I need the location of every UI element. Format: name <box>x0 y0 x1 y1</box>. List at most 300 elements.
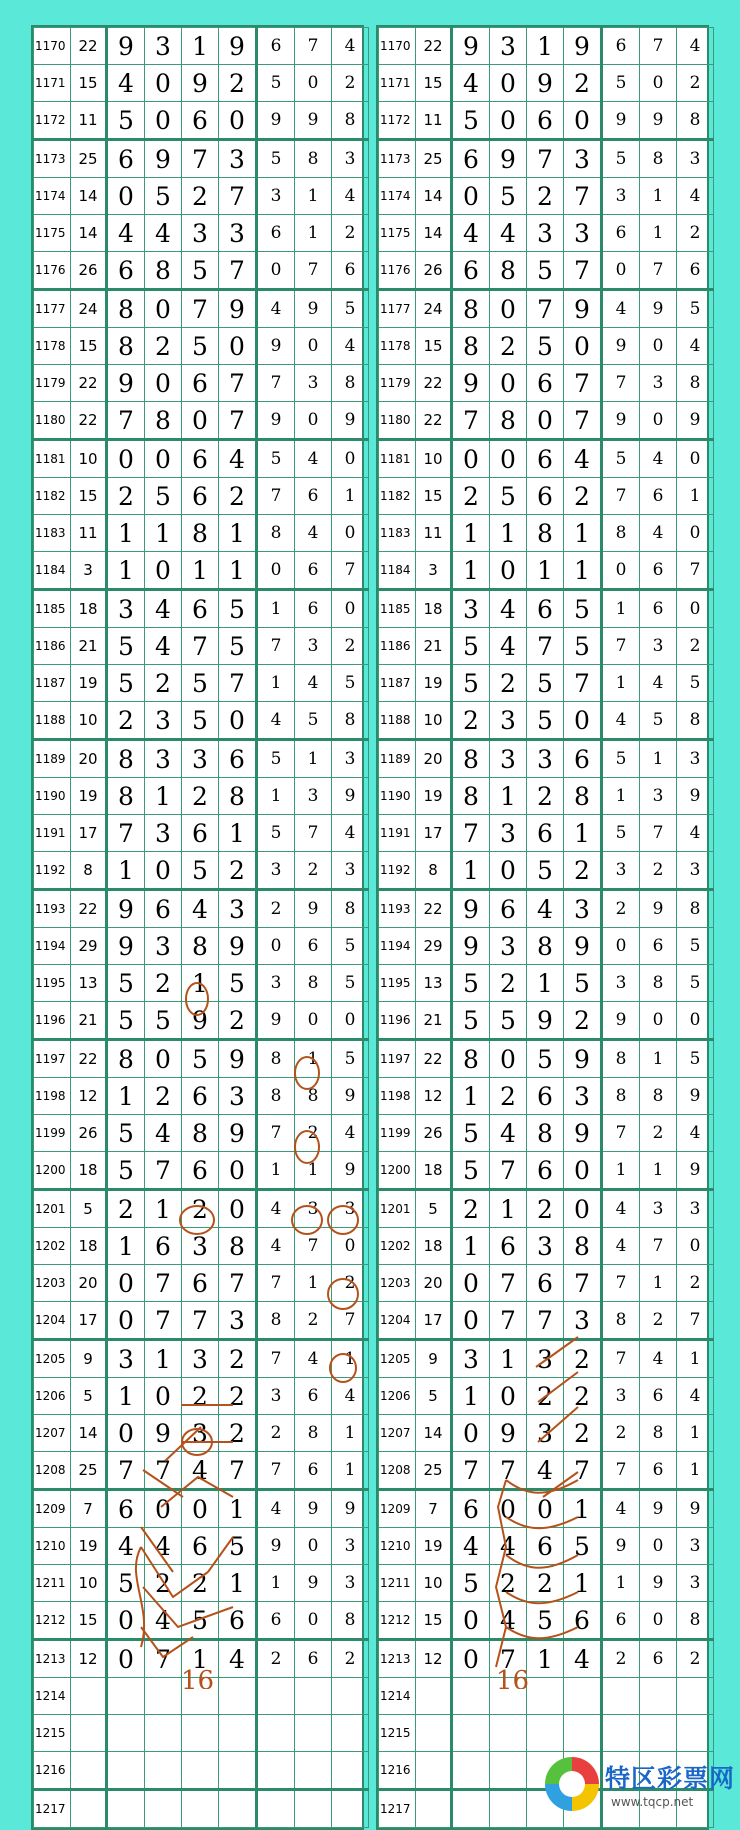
extra-digit: 7 <box>257 1340 295 1378</box>
extra-digit: 4 <box>602 1190 640 1228</box>
extra-digit: 9 <box>677 1152 714 1190</box>
sum-value: 26 <box>71 1115 107 1152</box>
sum-value: 11 <box>71 102 107 140</box>
period-number: 1216 <box>379 1752 416 1790</box>
main-digit: 5 <box>564 628 602 665</box>
extra-digit: 9 <box>602 402 640 440</box>
draw-row <box>34 1265 369 1302</box>
extra-digit: 8 <box>295 965 332 1002</box>
period-number: 1182 <box>34 478 71 515</box>
main-digit: 5 <box>182 252 219 290</box>
extra-digit: 1 <box>257 665 295 702</box>
period-number: 1210 <box>34 1528 71 1565</box>
sum-value: 22 <box>71 402 107 440</box>
main-digit: 5 <box>527 252 564 290</box>
period-number: 1176 <box>379 252 416 290</box>
draw-row <box>379 252 714 290</box>
extra-digit: 0 <box>332 1002 369 1040</box>
main-digit <box>182 1790 219 1828</box>
main-digit: 1 <box>145 1340 182 1378</box>
extra-digit: 6 <box>640 478 677 515</box>
main-digit: 5 <box>219 965 257 1002</box>
sum-value: 5 <box>71 1190 107 1228</box>
period-number: 1212 <box>34 1602 71 1640</box>
sum-value: 19 <box>71 778 107 815</box>
main-digit: 5 <box>527 1040 564 1078</box>
period-number: 1186 <box>34 628 71 665</box>
period-number: 1209 <box>34 1490 71 1528</box>
extra-digit: 3 <box>677 740 714 778</box>
extra-digit: 8 <box>677 1602 714 1640</box>
period-number: 1197 <box>34 1040 71 1078</box>
main-digit: 1 <box>219 1565 257 1602</box>
main-digit: 0 <box>490 1490 527 1528</box>
main-digit: 1 <box>564 1565 602 1602</box>
sum-value: 14 <box>71 1415 107 1452</box>
main-digit: 2 <box>219 852 257 890</box>
sum-value: 5 <box>416 1190 452 1228</box>
main-digit: 3 <box>527 1415 564 1452</box>
draw-row <box>379 815 714 852</box>
extra-digit: 8 <box>332 102 369 140</box>
sum-value: 19 <box>416 778 452 815</box>
main-digit: 1 <box>564 515 602 552</box>
main-digit: 0 <box>219 1190 257 1228</box>
main-digit: 0 <box>490 365 527 402</box>
main-digit <box>107 1715 145 1752</box>
period-number: 1213 <box>379 1640 416 1678</box>
main-digit: 4 <box>145 215 182 252</box>
extra-digit: 3 <box>295 1190 332 1228</box>
draw-row <box>34 1415 369 1452</box>
period-number: 1211 <box>34 1565 71 1602</box>
sum-value <box>416 1678 452 1715</box>
main-digit: 6 <box>527 1265 564 1302</box>
draw-row <box>34 178 369 215</box>
main-digit: 1 <box>182 28 219 65</box>
extra-digit: 4 <box>295 440 332 478</box>
extra-digit: 1 <box>257 1565 295 1602</box>
sum-value <box>71 1678 107 1715</box>
main-digit: 6 <box>490 1228 527 1265</box>
main-digit: 3 <box>564 1078 602 1115</box>
extra-digit: 5 <box>602 140 640 178</box>
period-number: 1187 <box>379 665 416 702</box>
period-number: 1175 <box>34 215 71 252</box>
sum-value: 19 <box>71 665 107 702</box>
main-digit: 6 <box>527 1078 564 1115</box>
main-digit: 7 <box>452 815 490 852</box>
main-digit: 1 <box>564 1490 602 1528</box>
extra-digit: 9 <box>677 402 714 440</box>
main-digit: 0 <box>527 1490 564 1528</box>
main-digit: 9 <box>564 1040 602 1078</box>
main-digit: 8 <box>107 290 145 328</box>
extra-digit: 0 <box>602 252 640 290</box>
extra-digit: 7 <box>257 1115 295 1152</box>
main-digit: 1 <box>527 965 564 1002</box>
main-digit <box>564 1678 602 1715</box>
main-digit: 2 <box>527 1190 564 1228</box>
sum-value: 5 <box>71 1378 107 1415</box>
main-digit: 4 <box>490 1115 527 1152</box>
extra-digit: 6 <box>332 252 369 290</box>
extra-digit: 3 <box>677 1190 714 1228</box>
main-digit: 5 <box>452 628 490 665</box>
main-digit: 6 <box>452 140 490 178</box>
draw-row <box>379 1228 714 1265</box>
extra-digit: 4 <box>602 290 640 328</box>
extra-digit <box>257 1678 295 1715</box>
period-number: 1190 <box>34 778 71 815</box>
main-digit: 6 <box>182 1078 219 1115</box>
main-digit: 1 <box>452 852 490 890</box>
period-number: 1193 <box>34 890 71 928</box>
extra-digit: 0 <box>602 552 640 590</box>
period-number: 1201 <box>34 1190 71 1228</box>
draw-row <box>34 665 369 702</box>
main-digit: 5 <box>107 665 145 702</box>
sum-value <box>71 1790 107 1828</box>
sum-value: 10 <box>71 702 107 740</box>
main-digit: 7 <box>490 1640 527 1678</box>
period-number: 1174 <box>379 178 416 215</box>
main-digit: 4 <box>107 65 145 102</box>
main-digit: 6 <box>527 102 564 140</box>
sum-value: 15 <box>416 478 452 515</box>
main-digit: 8 <box>527 515 564 552</box>
main-digit: 0 <box>145 440 182 478</box>
extra-digit: 3 <box>640 628 677 665</box>
main-digit: 7 <box>219 402 257 440</box>
main-digit <box>490 1752 527 1790</box>
main-digit: 4 <box>145 1602 182 1640</box>
extra-digit: 8 <box>640 140 677 178</box>
sum-value: 17 <box>416 815 452 852</box>
period-number: 1194 <box>34 928 71 965</box>
main-digit: 5 <box>107 1002 145 1040</box>
period-number: 1202 <box>379 1228 416 1265</box>
site-logo[interactable] <box>545 1757 735 1817</box>
main-digit: 2 <box>219 478 257 515</box>
main-digit: 6 <box>182 815 219 852</box>
period-number: 1205 <box>379 1340 416 1378</box>
main-digit: 0 <box>490 440 527 478</box>
extra-digit <box>257 1790 295 1828</box>
main-digit: 9 <box>145 140 182 178</box>
main-digit: 0 <box>452 1602 490 1640</box>
main-digit: 7 <box>527 628 564 665</box>
draw-row <box>34 965 369 1002</box>
main-digit: 1 <box>145 1190 182 1228</box>
draw-row <box>34 1565 369 1602</box>
extra-digit: 0 <box>602 928 640 965</box>
draw-row <box>379 28 714 65</box>
main-digit <box>452 1678 490 1715</box>
period-number: 1214 <box>34 1678 71 1715</box>
main-digit: 8 <box>145 402 182 440</box>
extra-digit: 5 <box>257 440 295 478</box>
main-digit: 0 <box>145 552 182 590</box>
main-digit <box>219 1752 257 1790</box>
main-digit <box>107 1790 145 1828</box>
main-digit: 2 <box>452 702 490 740</box>
draw-row <box>34 440 369 478</box>
draw-row <box>34 778 369 815</box>
sum-value: 11 <box>416 515 452 552</box>
main-digit: 4 <box>107 1528 145 1565</box>
main-digit: 0 <box>490 852 527 890</box>
main-digit <box>490 1790 527 1828</box>
extra-digit: 1 <box>332 478 369 515</box>
main-digit: 7 <box>219 1452 257 1490</box>
main-digit: 8 <box>182 1115 219 1152</box>
period-number: 1188 <box>379 702 416 740</box>
main-digit <box>145 1752 182 1790</box>
extra-digit: 1 <box>677 1452 714 1490</box>
main-digit: 5 <box>564 1528 602 1565</box>
main-digit: 6 <box>527 590 564 628</box>
extra-digit: 0 <box>677 1228 714 1265</box>
extra-digit: 8 <box>602 515 640 552</box>
main-digit: 5 <box>527 852 564 890</box>
period-number: 1195 <box>34 965 71 1002</box>
extra-digit: 6 <box>640 552 677 590</box>
draw-row <box>379 1152 714 1190</box>
period-number: 1172 <box>379 102 416 140</box>
draw-row <box>379 402 714 440</box>
draw-row <box>379 478 714 515</box>
main-digit: 6 <box>564 740 602 778</box>
extra-digit: 6 <box>295 590 332 628</box>
extra-digit: 9 <box>640 890 677 928</box>
extra-digit: 2 <box>677 628 714 665</box>
draw-row <box>379 1302 714 1340</box>
main-digit: 5 <box>452 1115 490 1152</box>
draw-row <box>34 1678 369 1715</box>
main-digit: 5 <box>182 665 219 702</box>
sum-value: 20 <box>71 1265 107 1302</box>
main-digit: 4 <box>490 590 527 628</box>
extra-digit: 8 <box>332 365 369 402</box>
extra-digit: 0 <box>677 1002 714 1040</box>
main-digit: 0 <box>452 178 490 215</box>
main-digit: 6 <box>219 740 257 778</box>
extra-digit: 9 <box>257 102 295 140</box>
extra-digit: 7 <box>257 365 295 402</box>
main-digit: 2 <box>564 65 602 102</box>
extra-digit: 0 <box>332 1228 369 1265</box>
main-digit: 5 <box>564 965 602 1002</box>
extra-digit: 0 <box>257 928 295 965</box>
main-digit: 1 <box>452 1078 490 1115</box>
sum-value: 20 <box>71 740 107 778</box>
extra-digit: 3 <box>332 1190 369 1228</box>
sum-value: 22 <box>71 365 107 402</box>
main-digit: 4 <box>107 215 145 252</box>
main-digit: 8 <box>107 328 145 365</box>
extra-digit: 3 <box>257 852 295 890</box>
main-digit: 9 <box>107 928 145 965</box>
sum-value: 14 <box>416 178 452 215</box>
main-digit: 1 <box>219 1490 257 1528</box>
period-number: 1192 <box>379 852 416 890</box>
main-digit: 5 <box>527 665 564 702</box>
extra-digit <box>295 1678 332 1715</box>
main-digit: 3 <box>145 928 182 965</box>
main-digit <box>182 1752 219 1790</box>
sum-value: 15 <box>71 1602 107 1640</box>
main-digit: 0 <box>107 440 145 478</box>
main-digit: 7 <box>564 252 602 290</box>
main-digit: 0 <box>219 702 257 740</box>
main-digit: 5 <box>145 178 182 215</box>
extra-digit: 7 <box>332 1302 369 1340</box>
draw-row <box>379 1715 714 1752</box>
extra-digit: 4 <box>257 1490 295 1528</box>
extra-digit: 2 <box>640 1115 677 1152</box>
draw-row <box>379 178 714 215</box>
logo-title: 特区彩票网 <box>605 1764 736 1793</box>
draw-row <box>379 965 714 1002</box>
main-digit: 5 <box>107 965 145 1002</box>
extra-digit: 8 <box>602 1302 640 1340</box>
extra-digit: 7 <box>640 815 677 852</box>
extra-digit: 3 <box>332 740 369 778</box>
logo-url: www.tqcp.net <box>611 1795 694 1809</box>
extra-digit: 3 <box>257 965 295 1002</box>
period-number: 1192 <box>34 852 71 890</box>
extra-digit: 7 <box>602 628 640 665</box>
period-number: 1194 <box>379 928 416 965</box>
sum-value: 10 <box>71 440 107 478</box>
sum-value: 19 <box>71 1528 107 1565</box>
period-number: 1183 <box>379 515 416 552</box>
main-digit: 0 <box>452 1302 490 1340</box>
sum-value: 10 <box>71 1565 107 1602</box>
sum-value: 18 <box>416 1228 452 1265</box>
extra-digit: 7 <box>640 252 677 290</box>
main-digit: 5 <box>182 852 219 890</box>
main-digit: 3 <box>527 740 564 778</box>
main-digit: 1 <box>564 552 602 590</box>
extra-digit: 2 <box>257 890 295 928</box>
main-digit: 5 <box>527 702 564 740</box>
period-number: 1213 <box>34 1640 71 1678</box>
main-digit: 5 <box>182 1040 219 1078</box>
main-digit: 3 <box>219 1078 257 1115</box>
main-digit: 2 <box>182 1378 219 1415</box>
extra-digit: 9 <box>602 328 640 365</box>
extra-digit: 6 <box>295 1378 332 1415</box>
sum-value: 7 <box>416 1490 452 1528</box>
draw-row <box>379 365 714 402</box>
period-number: 1202 <box>34 1228 71 1265</box>
extra-digit: 3 <box>295 628 332 665</box>
main-digit: 2 <box>564 1340 602 1378</box>
sum-value: 22 <box>71 1040 107 1078</box>
main-digit: 9 <box>219 928 257 965</box>
extra-digit: 6 <box>640 928 677 965</box>
extra-digit: 9 <box>677 1078 714 1115</box>
draw-grid-left <box>33 27 369 1828</box>
sum-value: 15 <box>416 65 452 102</box>
draw-row <box>34 1715 369 1752</box>
draw-row <box>379 1265 714 1302</box>
draw-row <box>34 1228 369 1265</box>
extra-digit: 4 <box>640 515 677 552</box>
main-digit: 2 <box>527 778 564 815</box>
extra-digit: 1 <box>602 778 640 815</box>
period-number: 1208 <box>379 1452 416 1490</box>
period-number: 1195 <box>379 965 416 1002</box>
main-digit: 0 <box>145 102 182 140</box>
period-number: 1188 <box>34 702 71 740</box>
main-digit: 6 <box>527 815 564 852</box>
draw-table-left <box>31 25 364 1830</box>
sum-value: 22 <box>71 890 107 928</box>
period-number: 1215 <box>379 1715 416 1752</box>
draw-row <box>34 928 369 965</box>
main-digit: 4 <box>452 1528 490 1565</box>
sum-value: 5 <box>416 1378 452 1415</box>
extra-digit: 9 <box>257 1002 295 1040</box>
main-digit: 6 <box>527 1152 564 1190</box>
main-digit: 3 <box>490 28 527 65</box>
period-number: 1184 <box>34 552 71 590</box>
main-digit: 3 <box>490 815 527 852</box>
sum-value: 8 <box>416 852 452 890</box>
extra-digit: 8 <box>257 1078 295 1115</box>
period-number: 1184 <box>379 552 416 590</box>
extra-digit: 7 <box>602 478 640 515</box>
main-digit: 9 <box>564 928 602 965</box>
extra-digit: 4 <box>332 815 369 852</box>
main-digit: 4 <box>145 628 182 665</box>
annotation-label-left: 16 <box>181 1666 215 1689</box>
main-digit: 7 <box>452 402 490 440</box>
period-number: 1176 <box>34 252 71 290</box>
draw-row <box>379 890 714 928</box>
draw-row <box>34 1378 369 1415</box>
period-number: 1180 <box>379 402 416 440</box>
sum-value: 10 <box>416 440 452 478</box>
extra-digit: 7 <box>257 1452 295 1490</box>
main-digit: 1 <box>107 1078 145 1115</box>
sum-value: 9 <box>71 1340 107 1378</box>
main-digit: 3 <box>145 702 182 740</box>
main-digit: 3 <box>107 1340 145 1378</box>
draw-row <box>379 515 714 552</box>
main-digit: 7 <box>490 1265 527 1302</box>
main-digit: 2 <box>564 478 602 515</box>
main-digit: 7 <box>564 178 602 215</box>
main-digit: 6 <box>527 478 564 515</box>
extra-digit: 9 <box>602 1528 640 1565</box>
main-digit <box>182 1678 219 1715</box>
period-number: 1178 <box>34 328 71 365</box>
main-digit: 2 <box>490 1078 527 1115</box>
sum-value: 29 <box>71 928 107 965</box>
extra-digit: 2 <box>257 1640 295 1678</box>
main-digit: 8 <box>452 740 490 778</box>
main-digit: 7 <box>107 402 145 440</box>
period-number: 1217 <box>34 1790 71 1828</box>
sum-value: 25 <box>71 140 107 178</box>
draw-row <box>379 1340 714 1378</box>
main-digit: 2 <box>182 1190 219 1228</box>
draw-row <box>379 552 714 590</box>
